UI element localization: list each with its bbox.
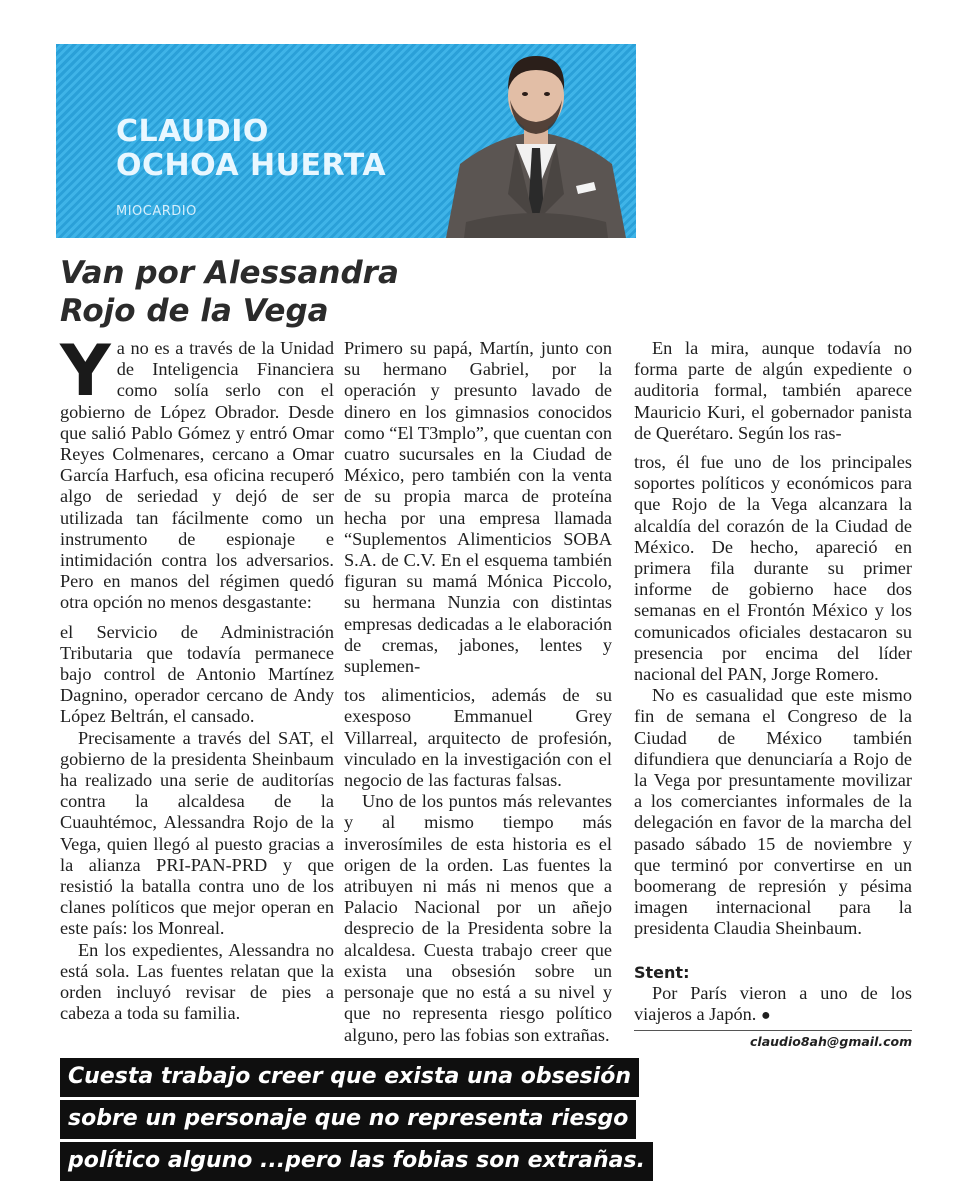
pull-quote-line-1: Cuesta trabajo creer que exista una obsesión	[60, 1058, 639, 1097]
paragraph: el Servicio de Administración Tributaria que todavía permanece bajo control de Antonio Martínez Dagnino, operador cercano de Andy López Beltrán, el cansado.	[60, 621, 334, 727]
pull-quote	[60, 1058, 653, 1184]
headline-line-2: Rojo de la Vega	[60, 293, 329, 329]
article-column-3	[634, 338, 912, 1026]
stent-text: Por París vieron a uno de los viajeros a Japón.	[634, 982, 912, 1025]
signature-divider	[634, 1030, 912, 1031]
paragraph: tos alimenticios, además de su exesposo Emmanuel Grey Villarreal, arquitecto de profesión, vinculado en la investigación con el negocio de las facturas falsas.	[344, 685, 612, 791]
author-portrait	[436, 44, 636, 238]
stent-label: Stent:	[634, 962, 690, 982]
author-name-first: CLAUDIO	[116, 114, 269, 149]
paragraph: a no es a través de la Unidad de Inteligencia Financiera como solía serlo con el gobierno de López Obrador. Desde que salió Pablo Gómez y entró Omar Reyes Colmenares, cercano a Omar García Harfuch, esa oficina recuperó algo de seriedad y dejó de ser utilizada tan fácilmente como un instrumento de espionaje e intimidación contra los adversarios. Pero en manos del régimen quedó otra opción no menos desgastante:	[60, 338, 334, 613]
pull-quote-line-2: sobre un personaje que no representa riesgo	[60, 1100, 636, 1139]
paragraph: tros, él fue uno de los principales soportes políticos y económicos para que Rojo de la Vega alcanzara la alcaldía del corazón de la Ciudad de México. De hecho, apareció en primera fila durante su primer informe de gobierno hace dos semanas en el Frontón México y los comunicados oficiales destacaron su presencia por encima del líder nacional del PAN, Jorge Romero.	[634, 452, 912, 685]
author-email: claudio8ah@gmail.com	[750, 1034, 913, 1049]
headline-line-1: Van por Alessandra	[60, 255, 399, 291]
paragraph: Primero su papá, Martín, junto con su hermano Gabriel, por la operación y presunto lavado de dinero en los gimnasios conocidos como “El T3mplo”, que cuentan con cuatro sucursales en la Ciudad de México, pero también con la venta de su propia marca de proteína hecha por una empresa llamada “Suplementos Alimenticios SOBA S.A. de C.V. En el esquema también figuran su mamá Mónica Piccolo, su hermana Nunzia con distintas empresas dedicadas a le elaboración de cremas, jabones, lentes y suplemen-	[344, 338, 612, 677]
pull-quote-line-3: político alguno ...pero las fobias son extrañas.	[60, 1142, 653, 1181]
paragraph: Uno de los puntos más relevantes y al mismo tiempo más inverosímiles de esta historia es el origen de la orden. Las fuentes la atribuyen ni más ni menos que a Palacio Nacional por un añejo desprecio de la Presidenta sobre la alcaldesa. Cuesta trabajo creer que exista una obsesión sobre un personaje que no está a su nivel y que no representa riesgo político alguno, pero las fobias son extrañas.	[344, 791, 612, 1045]
drop-cap: Y	[60, 330, 111, 412]
columnist-banner	[56, 44, 636, 238]
article-column-2	[344, 338, 612, 1046]
author-name-last: OCHOA HUERTA	[116, 148, 387, 183]
article-column-1	[60, 330, 334, 1025]
end-mark-icon: ●	[760, 1007, 771, 1025]
paragraph: En la mira, aunque todavía no forma parte de algún expediente o auditoria formal, también aparece Mauricio Kuri, el gobernador panista de Querétaro. Según los ras-	[634, 338, 912, 443]
paragraph: En los expedientes, Alessandra no está sola. Las fuentes relatan que la orden incluyó revisar de pies a cabeza a toda su familia.	[60, 939, 334, 1024]
article-headline	[60, 254, 399, 330]
paragraph: Precisamente a través del SAT, el gobierno de la presidenta Sheinbaum ha realizado una serie de auditorías contra la alcaldesa de la Cuauhtémoc, Alessandra Rojo de la Vega, quien llegó al puesto gracias a la alianza PRI-PAN-PRD y que resistió la batalla contra uno de los clanes políticos que mejor operan en este país: los Monreal.	[60, 727, 334, 939]
column-section-name: MIOCARDIO	[116, 204, 197, 219]
paragraph: No es casualidad que este mismo fin de semana el Congreso de la Ciudad de México también difundiera que denunciaría a Rojo de la Vega por presuntamente movilizar a los comerciantes informales de la delegación en favor de la marcha del pasado sábado 15 de noviembre y que terminó por convertirse en un boomerang de represión y pésima imagen internacional para la presidenta Claudia Sheinbaum.	[634, 685, 912, 939]
